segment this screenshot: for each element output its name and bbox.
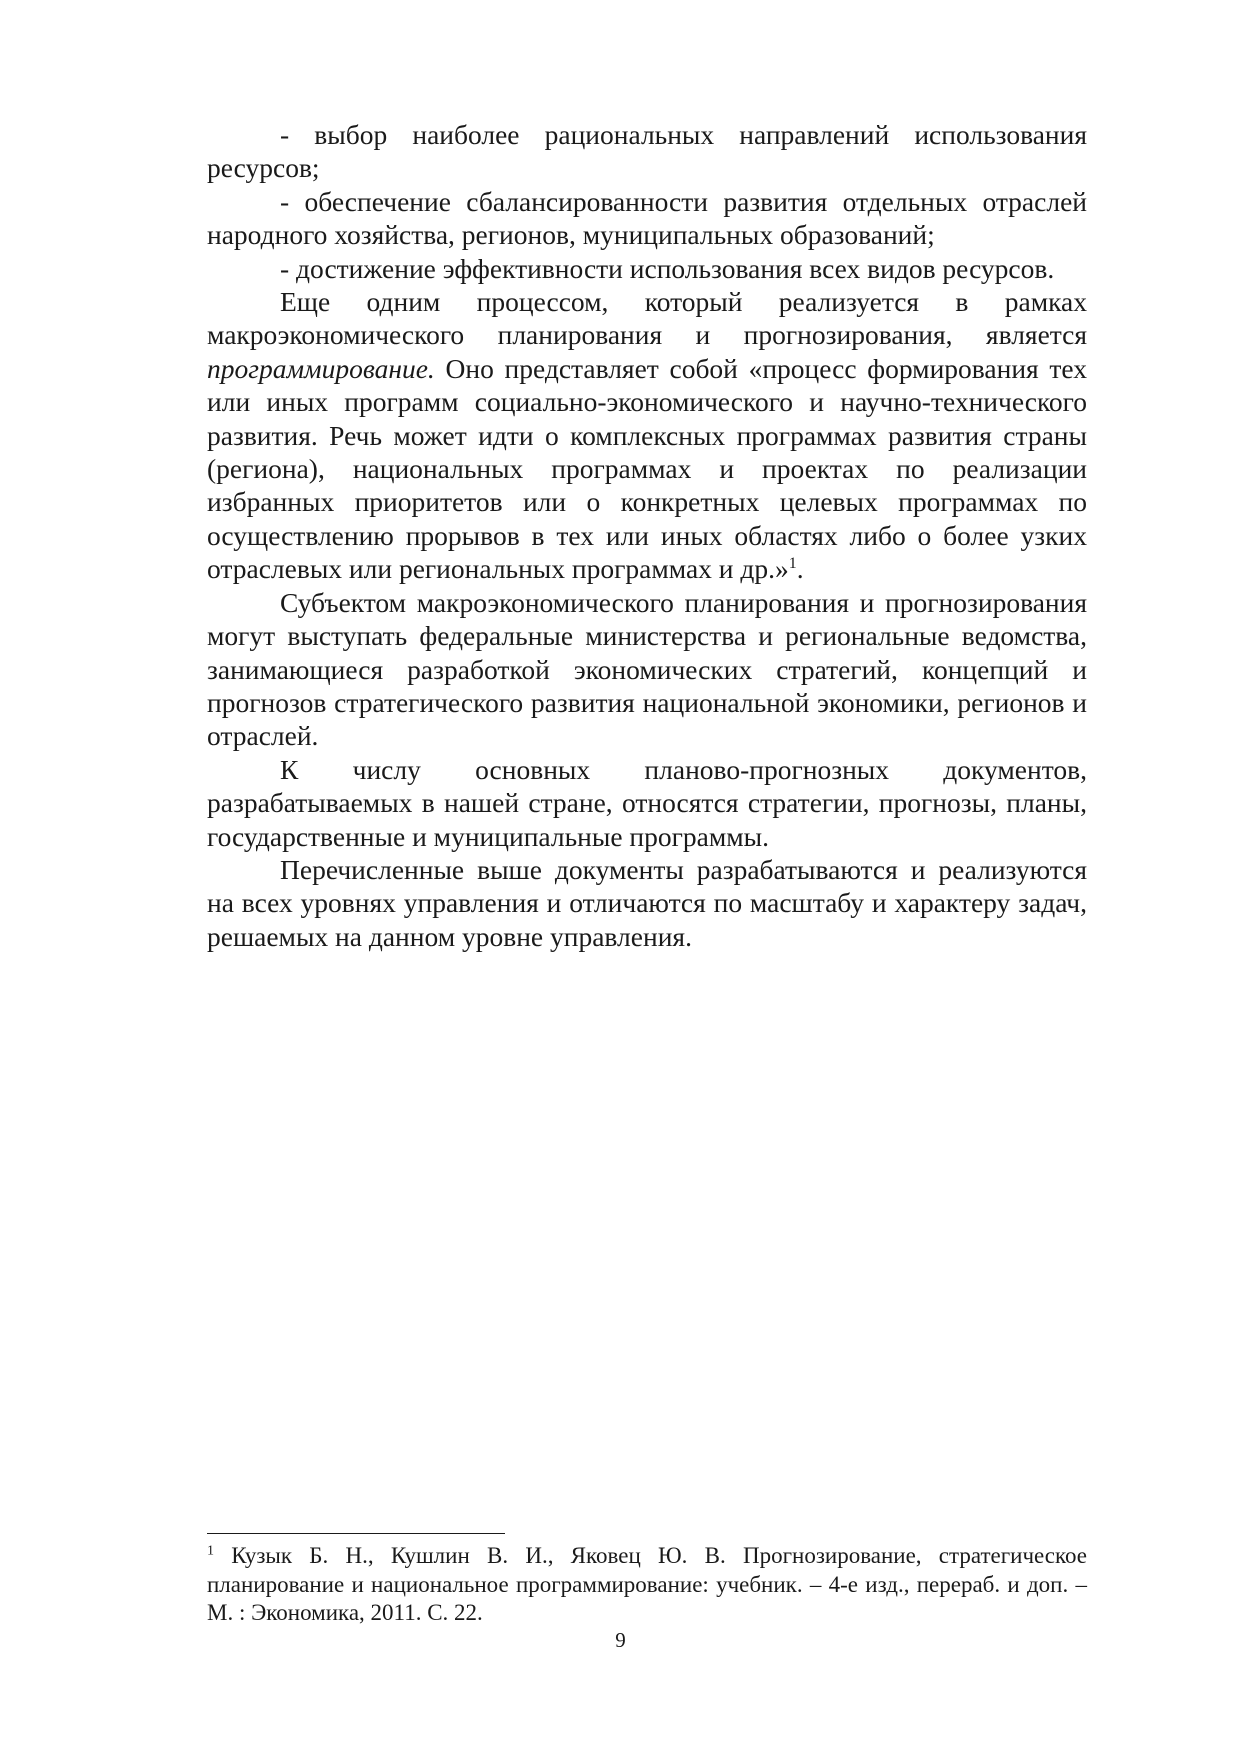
footnote-reference[interactable]: 1 — [788, 555, 797, 573]
paragraph-text: . — [796, 553, 804, 585]
paragraph-levels: Перечисленные выше документы разрабатываются и реализуются на всех уровнях управления и отличаются по масштабу и характеру задач, решаемых на данном уровне управления. — [207, 853, 1087, 952]
footnote-entry — [207, 1542, 1087, 1628]
list-item-resource-efficiency: - достижение эффективности использования всех видов ресурсов. — [280, 252, 1055, 284]
main-text — [207, 118, 1087, 953]
page-number: 9 — [615, 1628, 626, 1652]
list-item-rational-directions: - выбор наиболее рациональных направлений использования ресурсов; — [207, 119, 1087, 184]
paragraph-subjects: Субъектом макроэкономического планирования и прогнозирования могут выступать федеральные министерства и региональные ведомства, занимающиеся разработкой экономических стратегий, концепций и прогнозов стратегического развития национальной экономики, регионов и отраслей. — [207, 586, 1087, 752]
paragraph-text: Еще одним процессом, который реализуется в рамках макроэкономического планирования и прогнозирования, является — [207, 286, 1087, 351]
paragraph-text: Оно представляет собой «процесс формирования тех или иных программ социально-экономического и научно-технического развития. Речь может идти о комплексных программах развития страны (региона), национальных программах и проектах по реализации избранных приоритетов или о конкретных целевых программах по осуществлению прорывов в тех или иных областях либо о более узких отраслевых или региональных программах и др.» — [207, 352, 1087, 585]
footnote-marker: 1 — [207, 1543, 214, 1559]
footnote-divider — [207, 1533, 505, 1534]
paragraph-programming — [207, 285, 1087, 586]
term-programming: программирование. — [207, 352, 435, 384]
footnote-text: Кузык Б. Н., Кушлин В. И., Яковец Ю. В. Прогнозирование, стратегическое планирование и национальное программирование: учебник. – 4-е изд., перераб. и доп. – М. : Экономика, 2011. С. 22. — [207, 1543, 1087, 1625]
footnote — [207, 1542, 1087, 1628]
paragraph-documents: К числу основных планово-прогнозных документов, разрабатываемых в нашей стране, относятся стратегии, прогнозы, планы, государственные и муниципальные программы. — [207, 753, 1087, 852]
list-item-balanced-development: - обеспечение сбалансированности развития отдельных отраслей народного хозяйства, регионов, муниципальных образований; — [207, 185, 1087, 251]
